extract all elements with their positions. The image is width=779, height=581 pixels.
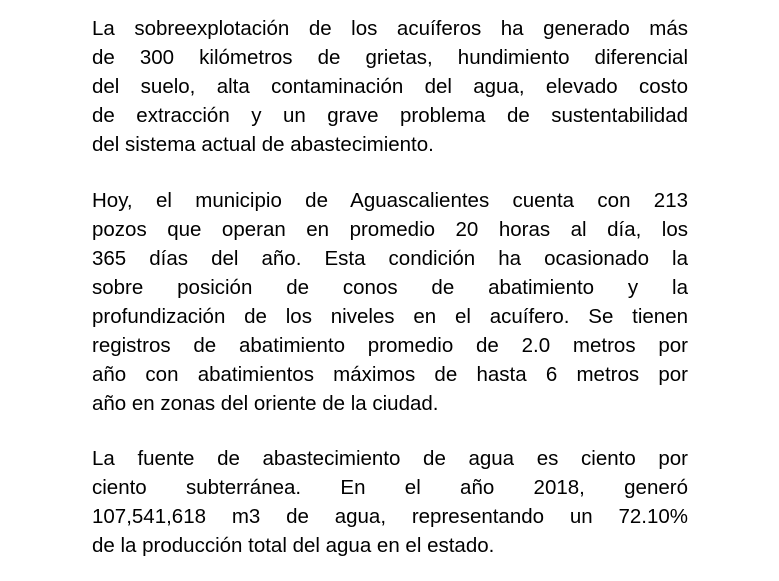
paragraph-line: ciento subterránea. En el año 2018, generó [92, 476, 688, 499]
paragraph-3 [92, 444, 688, 560]
paragraph-line: del sistema actual de abastecimiento. [92, 133, 434, 156]
paragraph-line: de extracción y un grave problema de sustentabilidad [92, 104, 688, 127]
paragraph-line: pozos que operan en promedio 20 horas al día, los [92, 218, 688, 241]
paragraph-line: profundización de los niveles en el acuífero. Se tienen [92, 305, 688, 328]
paragraph-line: La fuente de abastecimiento de agua es ciento por [92, 447, 688, 470]
paragraph-line: año en zonas del oriente de la ciudad. [92, 392, 439, 415]
paragraph-line: 107,541,618 m3 de agua, representando un 72.10% [92, 505, 688, 528]
paragraph-line: Hoy, el municipio de Aguascalientes cuenta con 213 [92, 189, 688, 212]
paragraph-line: del suelo, alta contaminación del agua, elevado costo [92, 75, 688, 98]
paragraph-2 [92, 186, 688, 418]
paragraph-1 [92, 14, 688, 159]
paragraph-line: registros de abatimiento promedio de 2.0 metros por [92, 334, 688, 357]
paragraph-line: de la producción total del agua en el estado. [92, 534, 495, 557]
paragraph-line: de 300 kilómetros de grietas, hundimiento diferencial [92, 46, 688, 69]
paragraph-line: año con abatimientos máximos de hasta 6 metros por [92, 363, 688, 386]
paragraph-line: 365 días del año. Esta condición ha ocasionado la [92, 247, 688, 270]
paragraph-line: sobre posición de conos de abatimiento y la [92, 276, 688, 299]
paragraph-line: La sobreexplotación de los acuíferos ha generado más [92, 17, 688, 40]
